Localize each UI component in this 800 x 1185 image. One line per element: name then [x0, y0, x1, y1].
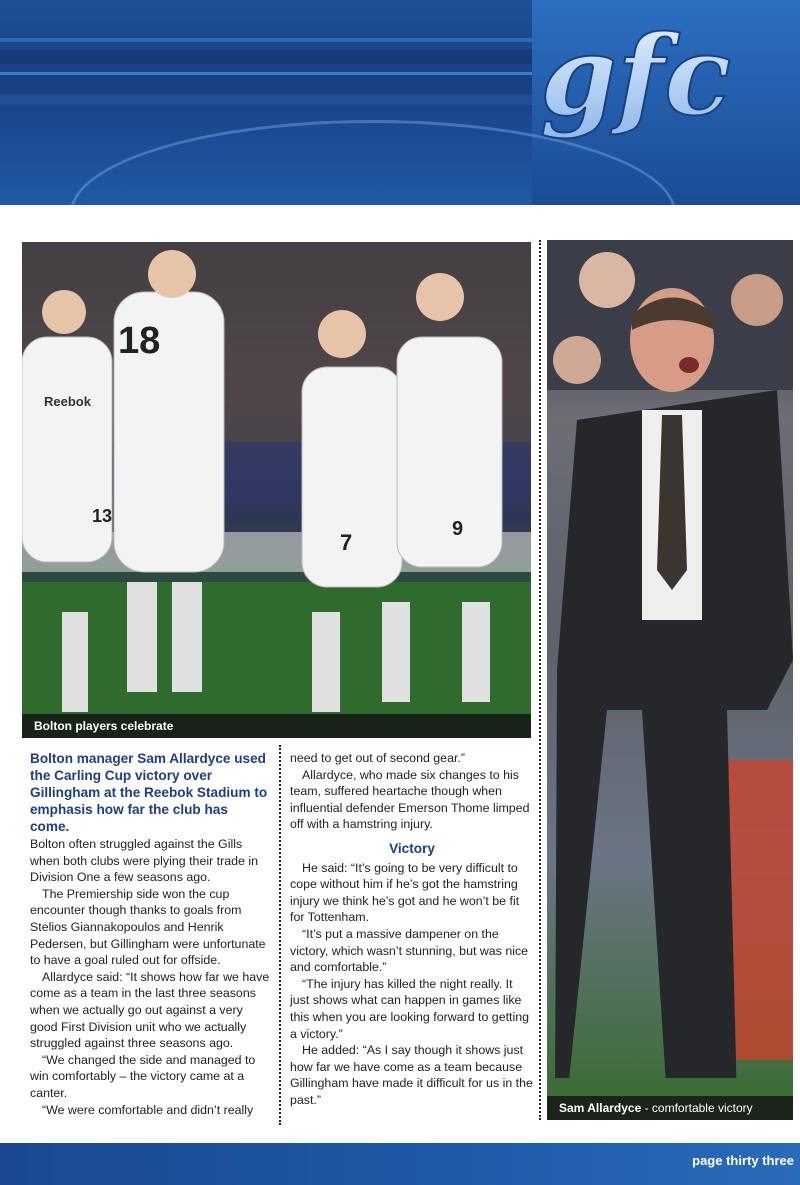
article-lead: Bolton manager Sam Allardyce used the Carling Cup victory over Gillingham at the Reebok Stadium to emphasis how far the club has come. [30, 751, 268, 834]
article-paragraph: “We were comfortable and didn’t really [42, 1102, 254, 1117]
page-number: page thirty three [692, 1153, 794, 1168]
article-paragraph: He said: “It’s going to be very difficult to cope without him if he’s got the hamstring injury we think he’s got and he won’t be fit for Tottenham. [290, 860, 520, 925]
article-paragraph: Allardyce said: “It shows how far we have come as a team in the last three seasons when we actually go out against a very good First Division unit who we actually struggled against three seasons ago. [30, 969, 270, 1051]
sam-allardyce-photo [547, 240, 793, 1120]
article-paragraph: Allardyce, who made six changes to his team, suffered heartache though when influential defender Emerson Thome limped off with a hamstring injury. [290, 767, 530, 832]
players-celebrate-photo [22, 242, 531, 738]
column-divider [279, 745, 281, 1125]
article-paragraph: Bolton often struggled against the Gills when both clubs were plying their trade in Division One a few seasons ago. [30, 837, 258, 885]
svg-text:gfc: gfc [540, 22, 732, 140]
shirt-sponsor-text: Reebok [44, 394, 91, 409]
article-column-1 [30, 750, 270, 1118]
article-column-2 [290, 750, 534, 1108]
article-paragraph: “It’s put a massive dampener on the victory, which wasn’t stunning, but was nice and comfortable.” [290, 926, 529, 975]
page-footer [0, 1143, 800, 1185]
photo-caption-right: Sam Allardyce - comfortable victory [547, 1096, 793, 1120]
photo-caption-left: Bolton players celebrate [22, 714, 531, 738]
article-paragraph: “The injury has killed the night really. It just shows what can happen in games like this when you are looking forward to getting a victory.” [290, 976, 530, 1041]
article-paragraph: He added: “As I say though it shows just how far we have come as a team because Gillingham have made it difficult for us in the past.” [290, 1043, 533, 1107]
article-paragraph: The Premiership side won the cup encounter though thanks to goals from Stelios Giannakopoulos and Henrik Pedersen, but Gillingham were unfortunate to have a goal ruled out for offside. [30, 886, 266, 968]
jersey-number-9: 9 [452, 518, 464, 540]
article-paragraph: need to get out of second gear.” [290, 751, 465, 765]
article-subheading: Victory [389, 840, 435, 856]
article-paragraph: “We changed the side and managed to win comfortably – the victory came at a canter. [30, 1052, 256, 1100]
jersey-number-13: 13 [92, 506, 113, 526]
gfc-logo [540, 22, 790, 172]
jersey-number-7: 7 [340, 530, 353, 555]
page-header-banner [0, 0, 800, 205]
photo-divider [539, 240, 541, 1120]
jersey-number-18: 18 [118, 320, 161, 362]
